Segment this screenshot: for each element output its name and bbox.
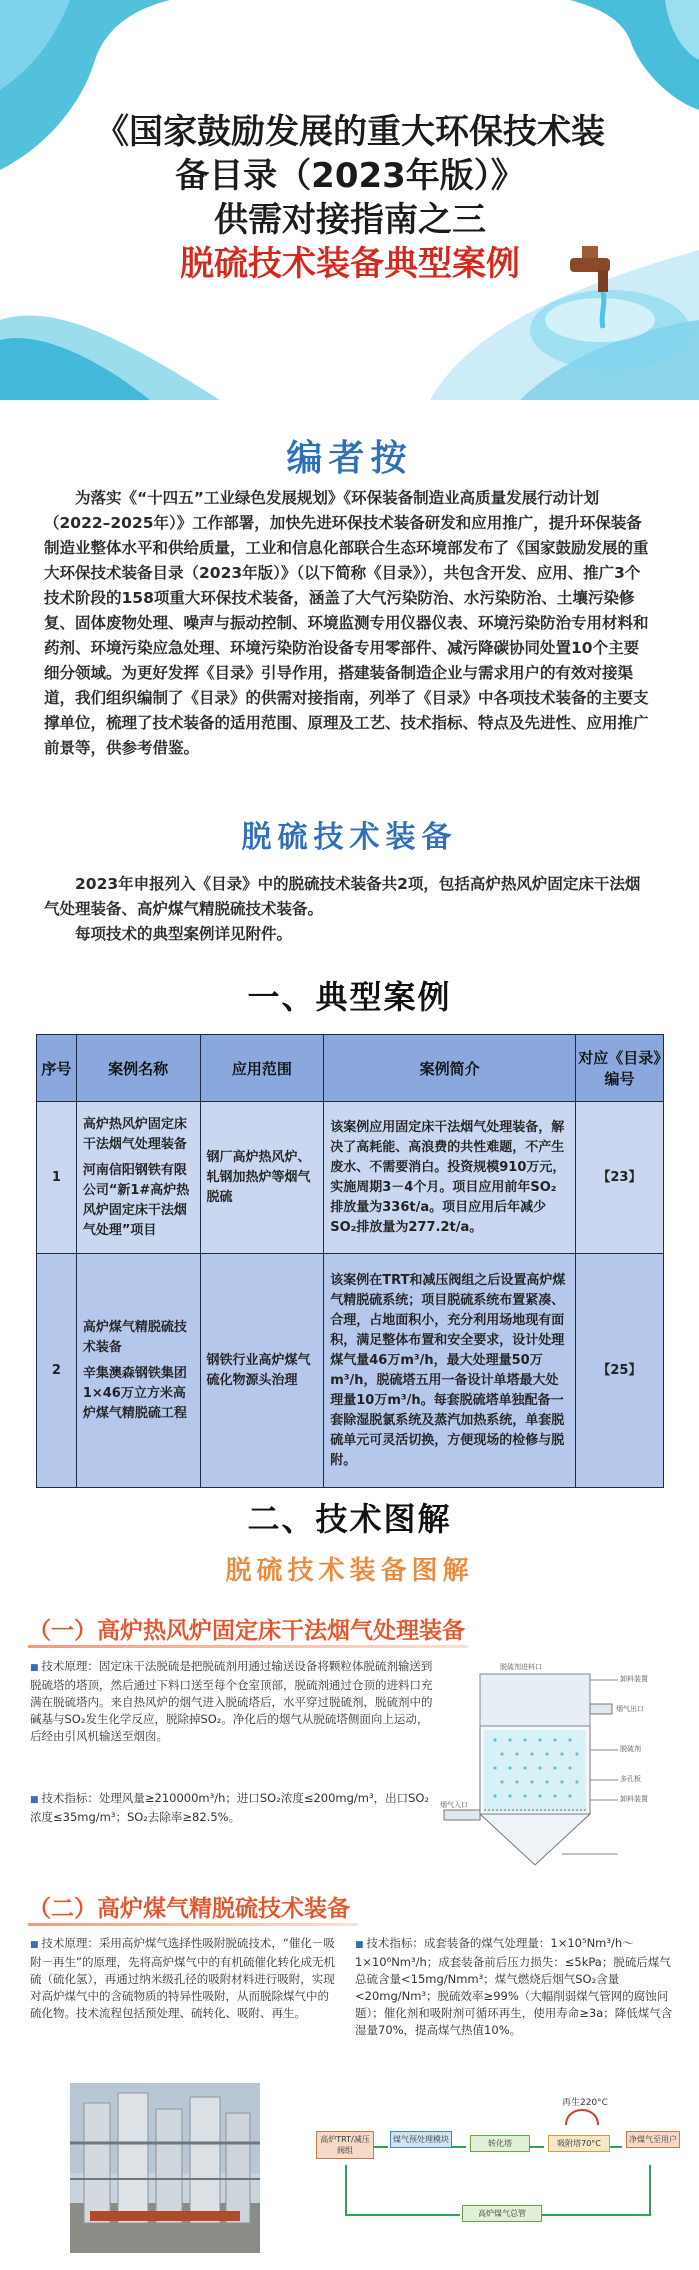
th-ref: 对应《目录》编号 [575, 1035, 663, 1102]
flow-box-convert: 转化塔 [470, 2135, 530, 2152]
desulf-heading: 脱硫技术装备 [241, 820, 458, 855]
th-name: 案例名称 [76, 1035, 200, 1102]
row-ref: 【23】 [575, 1102, 663, 1254]
flow-box-adsorb: 吸附塔70°C [548, 2135, 610, 2152]
section-2-heading: 二、技术图解 [247, 1500, 452, 1538]
tech1-principle-text: 固定床干法脱硫是把脱硫剂用通过输送设备将颗粒体脱硫剂输送到脱硫塔的塔顶，然后通过下料口送至每个仓室顶部，脱硫剂通过仓顶的进料口充满在脱硫塔内。来自热风炉的烟气进入脱硫塔后，水平穿过脱硫剂，脱硫剂中的碱基与SO₂发生化学反应，脱除掉SO₂。净化后的烟气从脱硫塔侧面向上运动，后经由引风机输送至烟囱。 [30, 1659, 433, 1743]
case-table [36, 1034, 664, 1488]
tech2-principle-label: ■ 技术原理： [30, 1936, 99, 1950]
table-row [37, 1254, 664, 1488]
row-intro: 该案例在TRT和减压阀组之后设置高炉煤气精脱硫系统；项目脱硫系统布置紧凑、合理，占地面积小，充分利用场地现有面积，满足整体布置和安全要求，设计处理煤气量46万m³/h，最大处理量50万m³/h，脱硫塔五用一备设计单塔最大处理量10万m³/h。每套脱硫塔单独配备一套除湿脱氯系统及蒸汽加热系统，单套脱硫单元可灵活切换，方便现场的检修与脱附。 [324, 1254, 576, 1488]
flow-regen-label: 再生220°C [562, 2098, 608, 2108]
plant-photo-illustration [70, 2083, 260, 2253]
desulf-intro [44, 872, 654, 947]
desulf-intro-p1: 2023年申报列入《目录》中的脱硫技术装备共2项，包括高炉热风炉固定床干法烟气处理装备、高炉煤气精脱硫技术装备。 [44, 875, 641, 918]
row-name-b: 河南信阳钢铁有限公司“新1#高炉热风炉固定床干法烟气处理”项目 [82, 1162, 190, 1238]
table-header-row [37, 1035, 664, 1102]
title-line-2: 备目录（2023年版）》 [175, 156, 525, 196]
row-scope: 钢厂高炉热风炉、轧钢加热炉等烟气脱硫 [200, 1102, 324, 1254]
row-name [76, 1102, 200, 1254]
row-intro: 该案例应用固定床干法烟气处理装备，解决了高耗能、高浪费的共性难题，不产生废水、不需要消白。投资规模910万元，实施周期3－4个月。项目应用前年SO₂排放量为336t/a。项目应用后年减少SO₂排放量为277.2t/a。 [324, 1102, 576, 1254]
header-banner [0, 0, 699, 400]
row-name-a: 高炉煤气精脱硫技术装备 [82, 1319, 187, 1355]
section-1-heading: 一、典型案例 [247, 978, 452, 1016]
tech2-principle [30, 1935, 340, 2022]
editor-note-body [44, 486, 654, 761]
row-scope: 钢铁行业高炉煤气硫化物源头治理 [200, 1254, 324, 1488]
flow-box-trt: 高炉TRT/减压阀组 [316, 2131, 374, 2159]
row-no: 2 [37, 1254, 77, 1488]
water-splash-icon [530, 290, 690, 370]
flow-arrows [310, 2095, 690, 2245]
th-intro: 案例简介 [324, 1035, 576, 1102]
tech2-spec-label: ■ 技术指标： [355, 1936, 424, 1950]
flow-box-pretreat: 煤气预处理模块 [390, 2131, 452, 2148]
diagram-label-sorbent: 脱硫剂 [620, 1745, 641, 1753]
tech2-flow-diagram [310, 2095, 690, 2245]
tech1-spec [30, 1790, 435, 1826]
tech2-principle-text: 采用高炉煤气选择性吸附脱硫技术，“催化－吸附－再生”的原理，先将高炉煤气中的有机硫催化转化成无机硫（硫化氢），再通过纳米级孔径的吸附材料进行吸附，实现对高炉煤气中的含硫物质的特异性吸附，从而脱除煤气中的硫化物。技术流程包括预处理、硫转化、吸附、再生。 [30, 1936, 335, 2020]
tech1-title: （一）高炉热风炉固定床干法烟气处理装备 [28, 1618, 465, 1644]
desulfurization-tower-diagram [440, 1660, 680, 1875]
row-name [76, 1254, 200, 1488]
tech1-principle-label: ■ 技术原理： [30, 1659, 99, 1673]
diagram-label-outlet: 烟气出口 [616, 1705, 644, 1713]
th-scope: 应用范围 [200, 1035, 324, 1102]
tech1-spec-label: ■ 技术指标： [30, 1791, 99, 1805]
tech1-spec-text: 处理风量≥210000m³/h；进口SO₂浓度≤200mg/m³，出口SO₂浓度≤35mg/m³；SO₂去除率≥82.5%。 [30, 1791, 430, 1824]
flow-box-main: 高炉煤气总管 [462, 2205, 542, 2222]
row-ref: 【25】 [575, 1254, 663, 1488]
editor-note-heading: 编者按 [286, 437, 413, 479]
tech1-principle [30, 1658, 435, 1745]
diagram-label-feed: 脱硫剂进料口 [500, 1663, 542, 1671]
row-no: 1 [37, 1102, 77, 1254]
diagram-label-plate: 多孔板 [620, 1775, 641, 1783]
diagram-label-unload-top: 卸料装置 [620, 1675, 648, 1683]
title-line-1: 《国家鼓励发展的重大环保技术装 [95, 112, 605, 152]
editor-note-text: 为落实《“十四五”工业绿色发展规划》《环保装备制造业高质量发展行动计划（2022–2025年）》工作部署，加快先进环保技术装备研发和应用推广，提升环保装备制造业整体水平和供给质量，工业和信息化部联合生态环境部发布了《国家鼓励发展的重大环保技术装备目录（2023年版）》（以下简称《目录》），共包含开发、应用、推广3个技术阶段的158项重大环保技术装备，涵盖了大气污染防治、水污染防治、土壤污染修复、固体废物处理、噪声与振动控制、环境监测专用仪器仪表、环境污染防治专用材料和药剂、环境污染应急处理、环境污染防治设备专用零部件、减污降碳协同处置10个主要细分领域。为更好发挥《目录》引导作用，搭建装备制造企业与需求用户的有效对接渠道，我们组织编制了《目录》的供需对接指南，列举了《目录》中各项技术装备的主要支撑单位，梳理了技术装备的适用范围、原理及工艺、技术指标、特点及先进性、应用推广前景等，供参考借鉴。 [44, 489, 649, 757]
section-2-subheading: 脱硫技术装备图解 [225, 1556, 474, 1586]
table-row [37, 1102, 664, 1254]
tech2-title-rule [28, 1923, 358, 1926]
row-name-a: 高炉热风炉固定床干法烟气处理装备 [82, 1116, 187, 1152]
tech1-title-rule [28, 1645, 468, 1648]
tech2-spec-text: 成套装备的煤气处理量：1×10⁵Nm³/h～1×10⁶Nm³/h；成套装备前后压力损失：≤5kPa；脱硫后煤气总硫含量<15mg/Nmm³；煤气燃烧后烟气SO₂含量<20mg/Nm³；脱硫效率≥99%（大幅削弱煤气管网的腐蚀问题）；催化剂和吸附剂可循环再生，使用寿命≥3a；降低煤气含湿量70%，提高煤气热值10%。 [355, 1936, 673, 2037]
title-block [40, 110, 660, 286]
th-no: 序号 [37, 1035, 77, 1102]
tech1-diagram [440, 1660, 680, 1875]
diagram-label-inlet: 烟气入口 [440, 1801, 468, 1809]
desulf-intro-p2: 每项技术的典型案例详见附件。 [75, 925, 293, 943]
row-name-b: 辛集澳森钢铁集团1×46万立方米高炉煤气精脱硫工程 [82, 1365, 187, 1421]
title-line-3: 供需对接指南之三 [214, 200, 486, 240]
tech2-title: （二）高炉煤气精脱硫技术装备 [28, 1896, 350, 1922]
flow-box-user: 净煤气至用户 [626, 2131, 680, 2148]
tech2-spec [355, 1935, 675, 2039]
diagram-label-unload-bottom: 卸料装置 [620, 1795, 648, 1803]
title-line-4: 脱硫技术装备典型案例 [180, 244, 520, 284]
plant-photo [70, 2083, 260, 2253]
